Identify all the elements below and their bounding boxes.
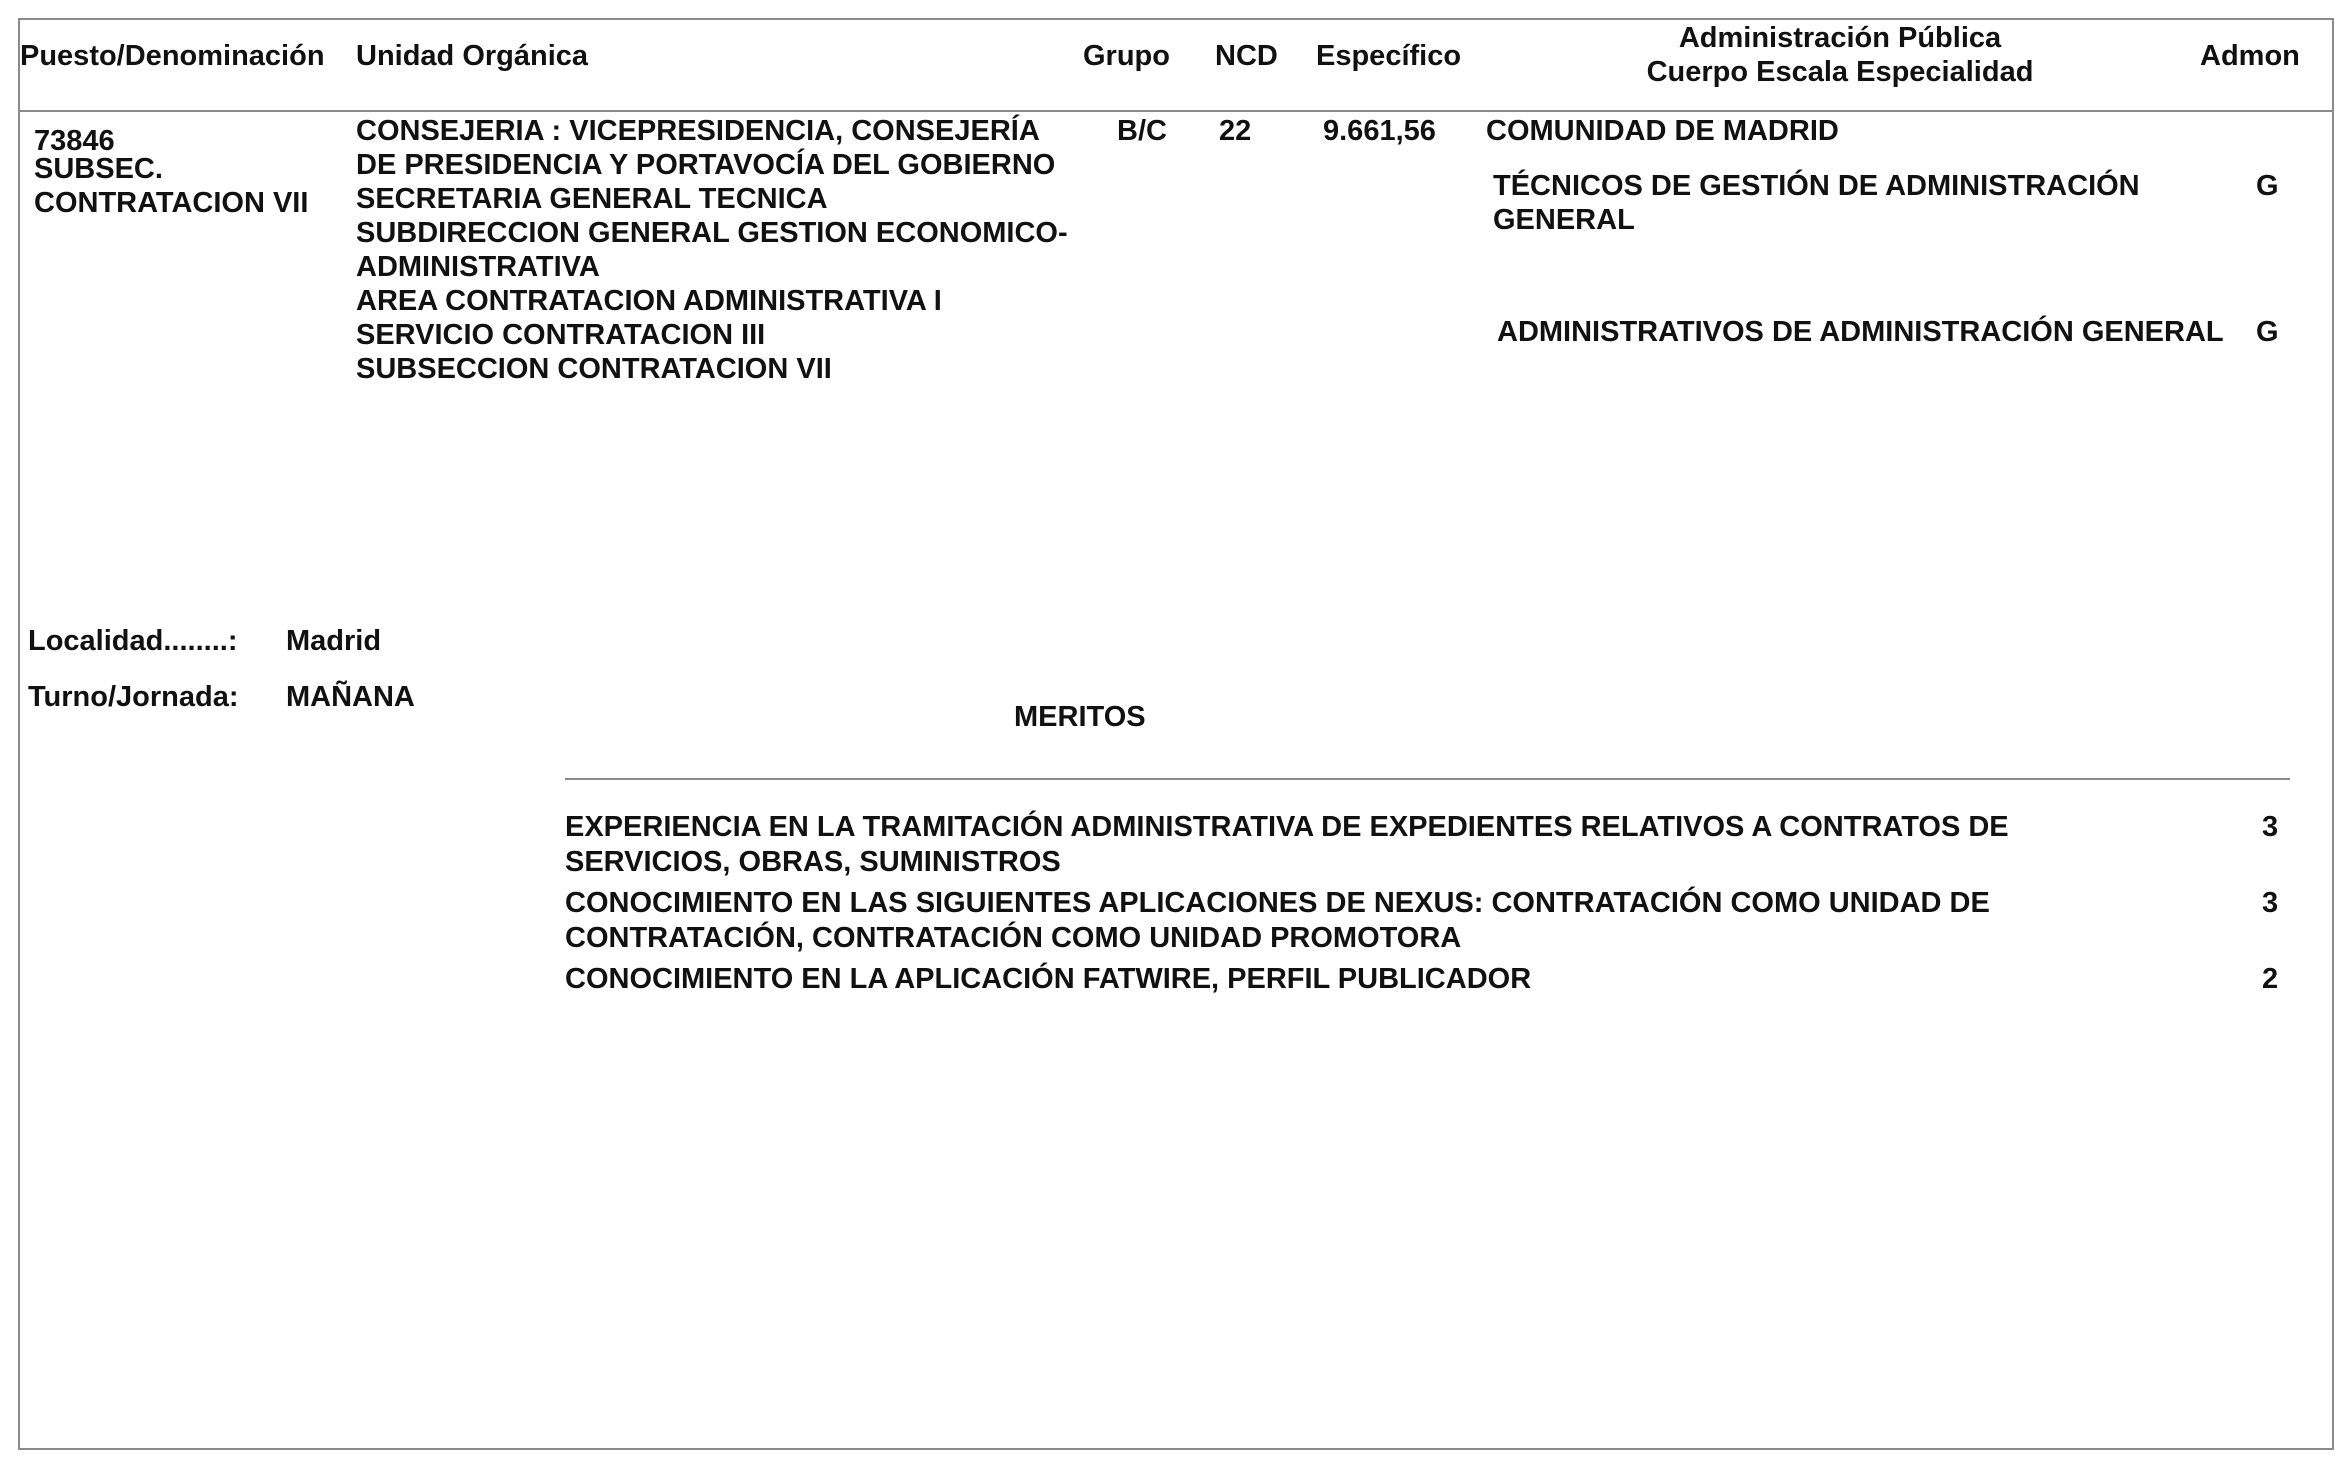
header-grupo: Grupo bbox=[1083, 40, 1170, 72]
localidad-label: Localidad........: bbox=[28, 625, 238, 657]
puesto-code: 73846 bbox=[34, 125, 115, 157]
meritos-title: MERITOS bbox=[1014, 701, 1146, 733]
merito-points: 2 bbox=[2262, 963, 2279, 995]
header-cuerpo-escala: Cuerpo Escala Especialidad bbox=[1646, 56, 2034, 88]
unidad-line: SUBDIRECCION GENERAL GESTION ECONOMICO- bbox=[356, 217, 1068, 249]
puesto-name-line: SUBSEC. bbox=[34, 153, 163, 185]
especifico-value: 9.661,56 bbox=[1323, 115, 1436, 147]
header-unidad: Unidad Orgánica bbox=[356, 40, 589, 72]
header-divider bbox=[18, 110, 2334, 112]
merito-line: CONTRATACIÓN, CONTRATACIÓN COMO UNIDAD PROMOTORA bbox=[565, 922, 1462, 954]
unidad-line: DE PRESIDENCIA Y PORTAVOCÍA DEL GOBIERNO bbox=[356, 149, 1056, 181]
merito-line: EXPERIENCIA EN LA TRAMITACIÓN ADMINISTRATIVA DE EXPEDIENTES RELATIVOS A CONTRATOS DE bbox=[565, 811, 2009, 843]
unidad-line: SECRETARIA GENERAL TECNICA bbox=[356, 183, 828, 215]
grupo-value: B/C bbox=[1117, 115, 1167, 147]
merito-points: 3 bbox=[2262, 811, 2279, 843]
admon-value: G bbox=[2256, 170, 2279, 202]
unidad-line: SUBSECCION CONTRATACION VII bbox=[356, 353, 832, 385]
unidad-line: CONSEJERIA : VICEPRESIDENCIA, CONSEJERÍA bbox=[356, 115, 1040, 147]
header-especifico: Específico bbox=[1316, 40, 1462, 72]
turno-value: MAÑANA bbox=[286, 681, 415, 713]
merito-line: CONOCIMIENTO EN LAS SIGUIENTES APLICACIONES DE NEXUS: CONTRATACIÓN COMO UNIDAD DE bbox=[565, 887, 1990, 919]
meritos-divider bbox=[565, 778, 2290, 780]
cuerpo-line: TÉCNICOS DE GESTIÓN DE ADMINISTRACIÓN bbox=[1493, 170, 2140, 202]
header-administracion-publica: Administración Pública bbox=[1678, 22, 2002, 54]
admon-value: G bbox=[2256, 316, 2279, 348]
puesto-name-line: CONTRATACION VII bbox=[34, 187, 309, 219]
header-ncd: NCD bbox=[1215, 40, 1278, 72]
unidad-line: AREA CONTRATACION ADMINISTRATIVA I bbox=[356, 285, 942, 317]
cuerpo-line: GENERAL bbox=[1493, 204, 1635, 236]
merito-points: 3 bbox=[2262, 887, 2279, 919]
cuerpo-line: ADMINISTRATIVOS DE ADMINISTRACIÓN GENERAL bbox=[1497, 316, 2224, 348]
unidad-line: SERVICIO CONTRATACION III bbox=[356, 319, 766, 351]
ncd-value: 22 bbox=[1219, 115, 1252, 147]
turno-label: Turno/Jornada: bbox=[28, 681, 239, 713]
administracion-value: COMUNIDAD DE MADRID bbox=[1486, 115, 1839, 147]
merito-line: CONOCIMIENTO EN LA APLICACIÓN FATWIRE, PERFIL PUBLICADOR bbox=[565, 963, 1532, 995]
unidad-line: ADMINISTRATIVA bbox=[356, 251, 600, 283]
header-puesto: Puesto/Denominación bbox=[20, 40, 325, 72]
header-admon: Admon bbox=[2200, 40, 2300, 72]
merito-line: SERVICIOS, OBRAS, SUMINISTROS bbox=[565, 846, 1061, 878]
localidad-value: Madrid bbox=[286, 625, 382, 657]
